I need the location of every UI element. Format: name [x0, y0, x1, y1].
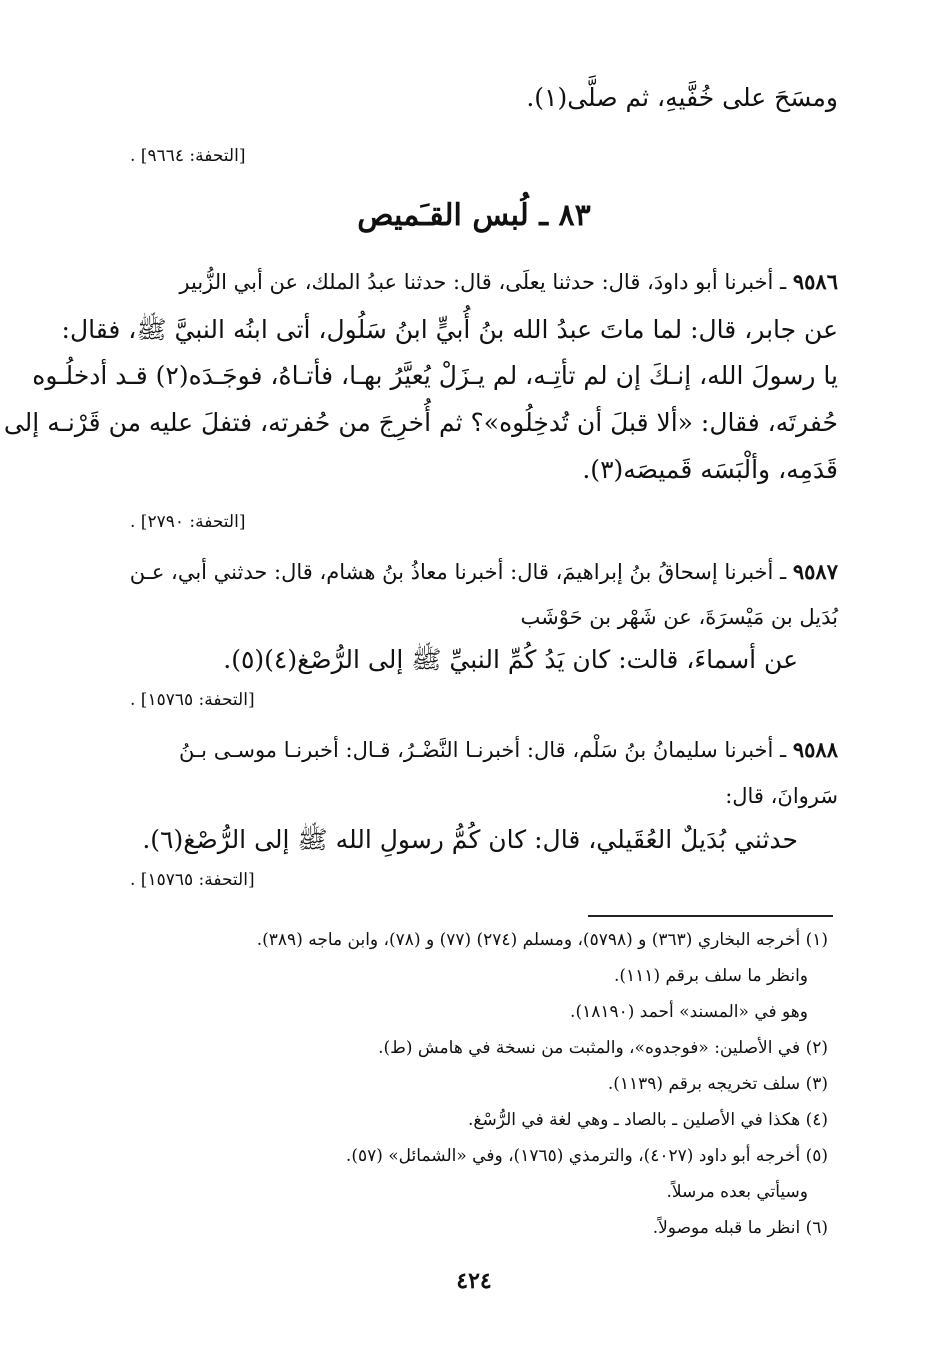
footnote-line: (٣) سلف تخريجه برقم (١١٣٩). [607, 1074, 828, 1094]
hadith-9587-line-3: عن أسماءَ، قالت: كان يَدُ كُمِّ النبيِّ ﷺ إلى الرُّصْغ(٤)(٥). [223, 645, 798, 674]
chapter-heading: ٨٣ ـ لُبس القـَميص [357, 198, 591, 233]
hadith-text: ـ أخبرنا سليمانُ بنُ سَلْم، قال: أخبرنـا النَّضْـرُ، قـال: أخبرنـا موسـى بـنُ [179, 738, 787, 762]
hadith-number: ٩٥٨٨ [792, 737, 838, 762]
top-text-line: ومسَحَ على خُفَّيهِ، ثم صلَّى(١). [526, 83, 838, 112]
hadith-9587-line-1 [130, 552, 838, 592]
footnote-line: (٦) انظر ما قبله موصولاً. [652, 1218, 828, 1238]
hadith-9586-line-4: حُفرتَه، فقال: «ألا قبلَ أن تُدخِلُوه»؟ ثم أُخرِجَ من حُفرته، فتفلَ عليه من قَرْنـه إلى [3, 408, 838, 437]
footnote-line: وسيأتي بعده مرسلاً. [666, 1182, 808, 1202]
hadith-9586-line-3: يا رسولَ الله، إنـكَ إن لم تأتِـه، لم يـزَلْ يُعيَّرُ بهـا، فأتـاهُ، فوجَـدَه(٢) قـد أدخلُـوه [32, 361, 838, 390]
footnote-line: (٥) أخرجه أبو داود (٤٠٢٧)، والترمذي (١٧٦٥)، وفي «الشمائل» (٥٧). [345, 1146, 828, 1166]
hadith-9587-line-2: بُدَيل بن مَيْسرَةَ، عن شَهْر بن حَوْشَب [520, 605, 838, 629]
hadith-number: ٩٥٨٦ [792, 269, 838, 294]
tuhfa-reference: [التحفة: ١٥٧٦٥] . [130, 690, 255, 710]
hadith-9586-line-1 [179, 262, 838, 302]
hadith-9588-line-3: حدثني بُدَيلٌ العُقَيلي، قال: كان كُمُّ رسولِ الله ﷺ إلى الرُّصْغ(٦). [142, 825, 798, 854]
hadith-number: ٩٥٨٧ [792, 559, 838, 584]
footnote-line: وهو في «المسند» أحمد (١٨١٩٠). [570, 1002, 808, 1022]
hadith-9588-line-1 [179, 730, 838, 770]
hadith-9588-line-2: سَروانَ، قال: [725, 784, 838, 808]
footnote-line: (٤) هكذا في الأصلين ـ بالصاد ـ وهي لغة في الرُّسْغ. [468, 1110, 828, 1130]
hadith-text: ـ أخبرنا أبو داودَ، قال: حدثنا يعلَى، قال: حدثنا عبدُ الملك، عن أبي الزُّبير [179, 270, 787, 294]
tuhfa-reference: [التحفة: ٢٧٩٠] . [130, 512, 246, 532]
tuhfa-reference: [التحفة: ١٥٧٦٥] . [130, 870, 255, 890]
footnote-line: (٢) في الأصلين: «فوجدوه»، والمثبت من نسخة في هامش (ط). [378, 1038, 828, 1058]
hadith-text: ـ أخبرنا إسحاقُ بنُ إبراهيمَ، قال: أخبرنا معاذُ بنُ هشام، قال: حدثني أبي، عـن [129, 560, 787, 584]
hadith-9586-line-5: قَدَمِه، وألْبَسَه قَميصَه(٣). [582, 455, 838, 484]
hadith-9586-line-2: عن جابر، قال: لما ماتَ عبدُ الله بنُ أُبيٍّ ابنُ سَلُول، أتى ابنُه النبيَّ ﷺ، فقال: [61, 315, 838, 344]
page-number: ٤٢٤ [456, 1268, 492, 1294]
footnote-separator [588, 915, 833, 917]
footnote-line: وانظر ما سلف برقم (١١١). [614, 966, 808, 986]
tuhfa-reference: [التحفة: ٩٦٦٤] . [130, 146, 246, 166]
footnote-line: (١) أخرجه البخاري (٣٦٣) و (٥٧٩٨)، ومسلم (٢٧٤) (٧٧) و (٧٨)، وابن ماجه (٣٨٩). [256, 930, 828, 950]
